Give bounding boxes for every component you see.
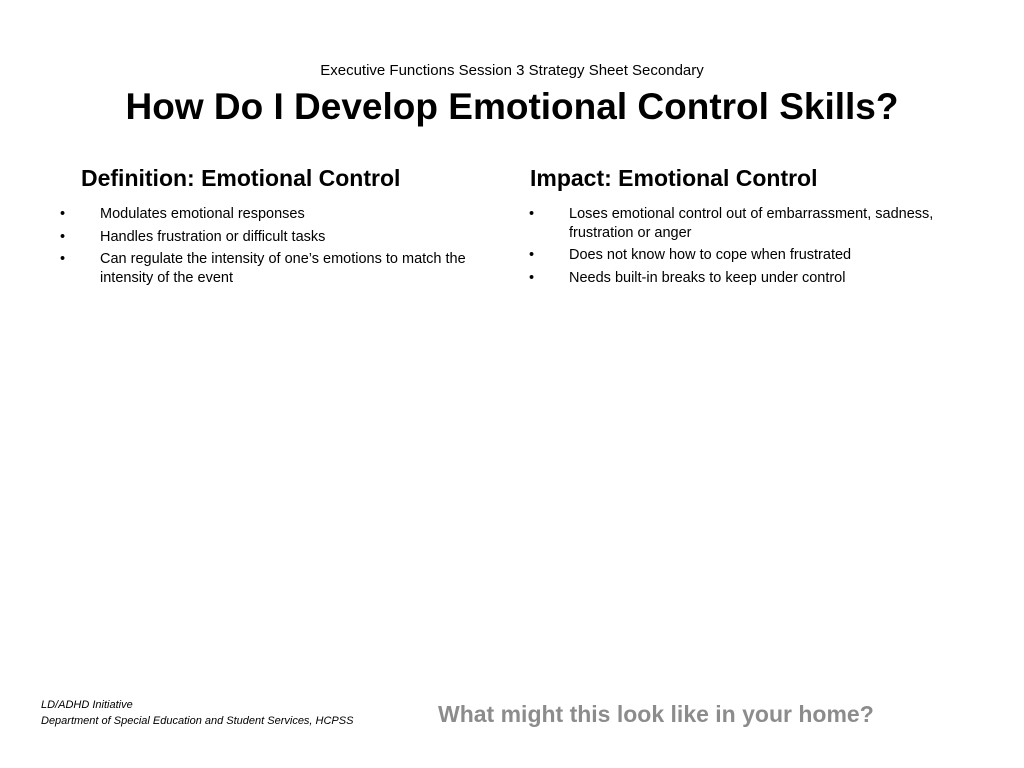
impact-item-text: Does not know how to cope when frustrated	[569, 247, 852, 263]
definition-item-text: Can regulate the intensity of one’s emotions to match the intensity of the event	[100, 251, 466, 286]
footer-question: What might this look like in your home?	[438, 701, 874, 727]
definition-item-text: Handles frustration or difficult tasks	[100, 228, 326, 245]
definition-item	[58, 205, 478, 224]
impact-item	[527, 269, 967, 288]
definition-heading: Definition: Emotional Control	[81, 165, 401, 191]
bullet-icon: •	[60, 228, 66, 245]
impact-item	[527, 205, 967, 242]
definition-item	[58, 228, 478, 247]
footer-credits	[41, 697, 353, 729]
impact-item-text: Loses emotional control out of embarrassment, sadness, frustration or anger	[569, 206, 934, 241]
impact-list	[527, 205, 967, 291]
bullet-icon: •	[529, 247, 535, 263]
document-subtitle: Executive Functions Session 3 Strategy Sheet Secondary	[320, 62, 704, 79]
definition-item-text: Modulates emotional responses	[100, 206, 305, 222]
definition-list	[58, 205, 478, 291]
bullet-icon: •	[529, 206, 535, 222]
footer-initiative: LD/ADHD Initiative	[41, 699, 133, 711]
definition-item	[58, 250, 478, 287]
impact-heading: Impact: Emotional Control	[530, 165, 818, 191]
bullet-icon: •	[60, 206, 66, 222]
impact-item-text: Needs built-in breaks to keep under control	[569, 269, 846, 286]
bullet-icon: •	[529, 269, 535, 286]
bullet-icon: •	[60, 251, 66, 267]
document-title: How Do I Develop Emotional Control Skills?	[125, 86, 899, 127]
impact-item	[527, 246, 967, 265]
footer-department: Department of Special Education and Student Services, HCPSS	[41, 715, 354, 727]
